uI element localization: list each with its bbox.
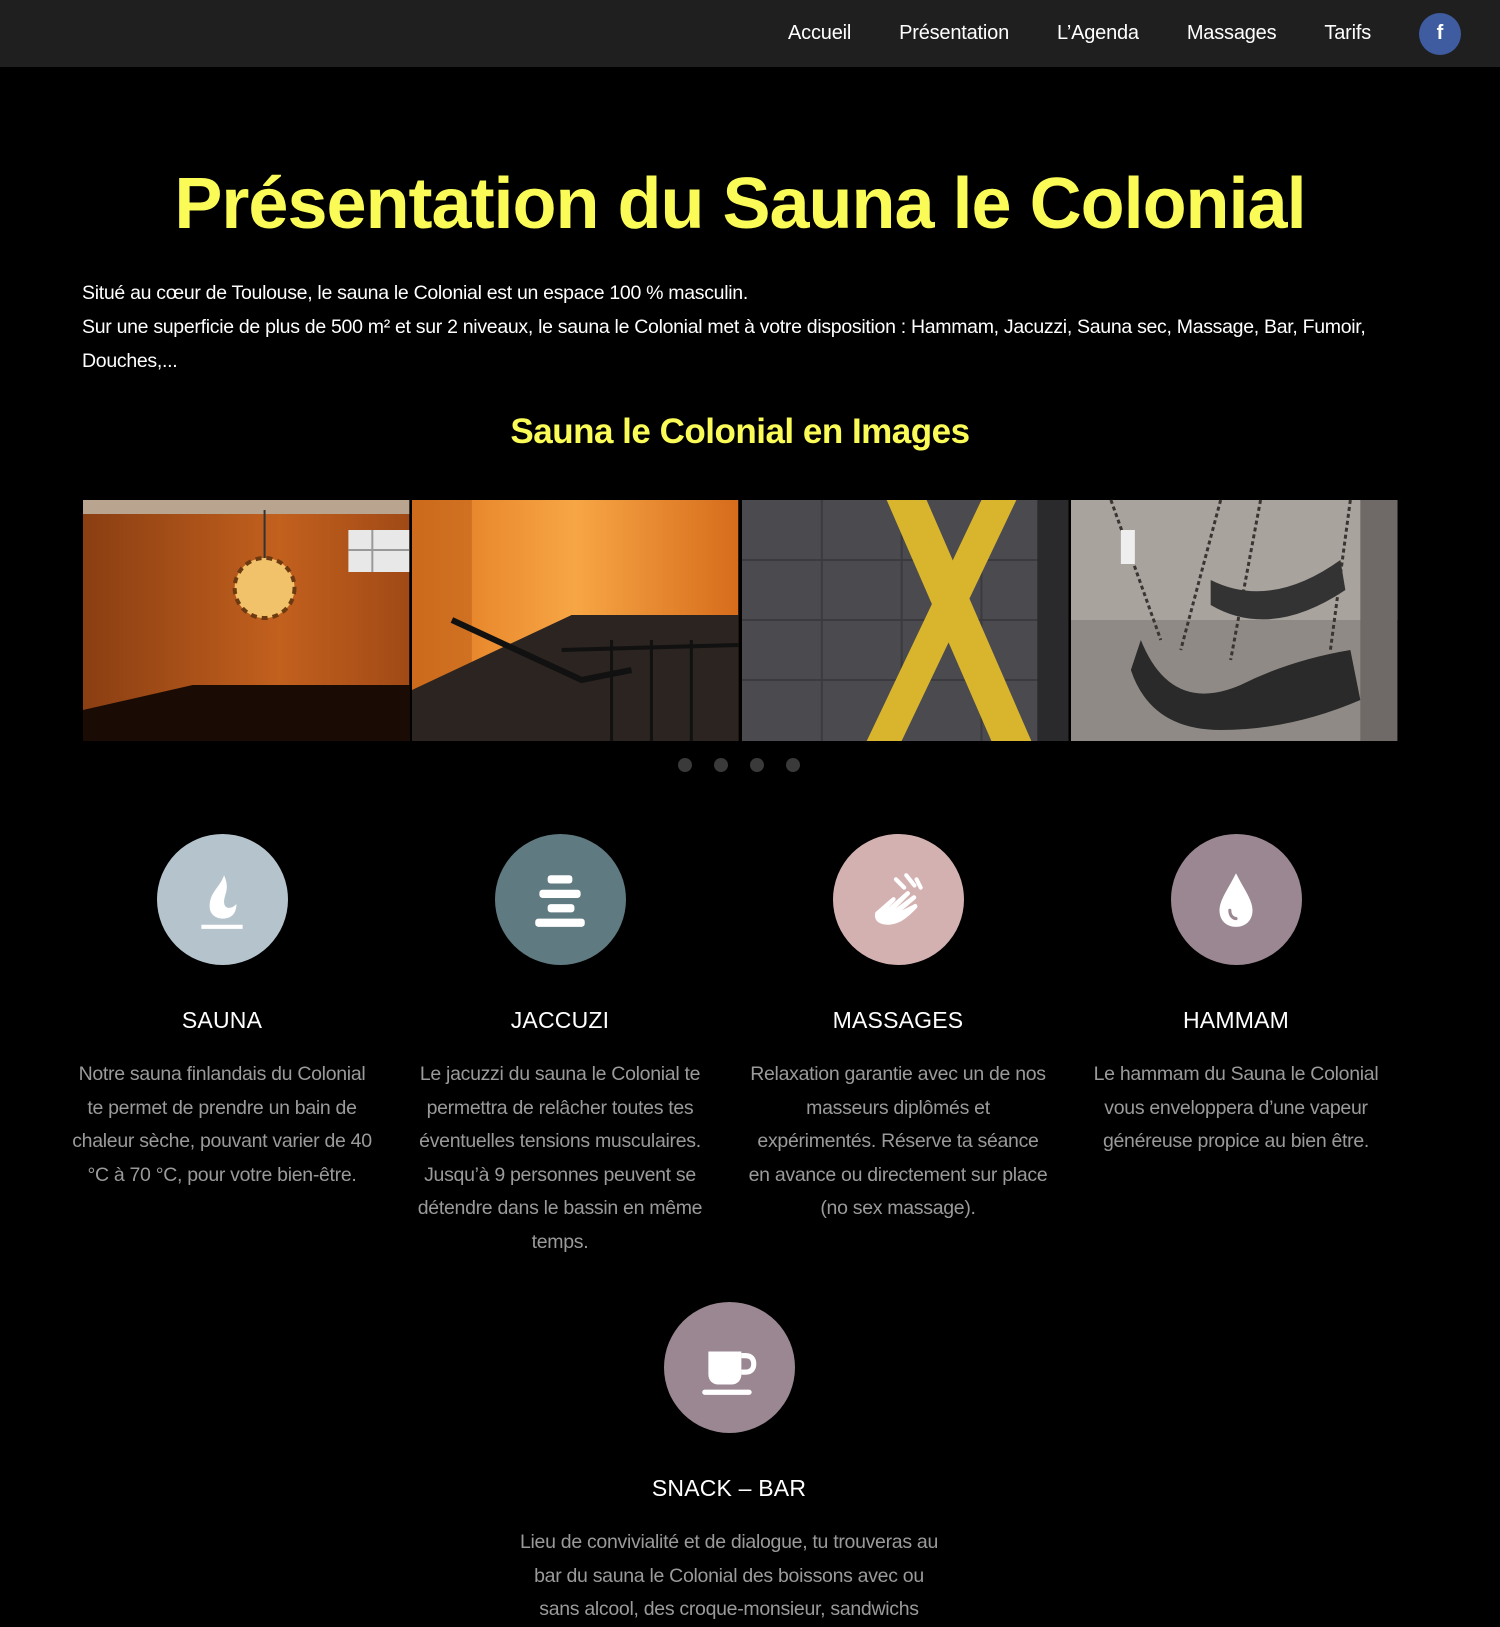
carousel-dot-4[interactable] xyxy=(786,758,800,772)
hands-icon xyxy=(833,834,964,965)
gallery-photo-cross-wall[interactable] xyxy=(742,500,1068,741)
nav-item-accueil[interactable]: Accueil xyxy=(788,22,852,44)
carousel-pagination xyxy=(678,758,800,772)
intro-line-2: Sur une superficie de plus de 500 m² et sur 2 niveaux, le sauna le Colonial met à votre disposition : Hammam, Jacuzzi, Sauna sec, Massage, Bar, Fumoir, Douches,... xyxy=(82,316,1366,372)
feature-title-sauna: SAUNA xyxy=(181,1007,263,1033)
nav-item-massages[interactable]: Massages xyxy=(1186,22,1277,44)
gallery-title: Sauna le Colonial en Images xyxy=(510,412,970,451)
feature-text-sauna: Notre sauna finlandais du Colonial te permet de prendre un bain de chaleur sèche, pouvant varier de 40 °C à 70 °C, pour votre bien-être. xyxy=(72,1063,372,1186)
feature-title-hammam: HAMMAM xyxy=(1183,1007,1289,1033)
intro-text xyxy=(82,276,1412,378)
gallery-photo-sauna-room[interactable] xyxy=(83,500,409,741)
feature-snack-bar xyxy=(519,1302,939,1627)
feature-title-snack-bar: SNACK – BAR xyxy=(651,1475,807,1501)
coffee-cup-icon xyxy=(664,1302,795,1433)
feature-sauna xyxy=(72,834,372,1192)
fire-icon xyxy=(157,834,288,965)
feature-text-massages: Relaxation garantie avec un de nos masseurs diplômés et expérimentés. Réserve ta séance en avance ou directement sur place (no sex massage). xyxy=(748,1063,1048,1219)
feature-text-jacuzzi: Le jacuzzi du sauna le Colonial te permettra de relâcher toutes tes éventuelles tensions musculaires. Jusqu’à 9 personnes peuvent se détendre dans le bassin en même temps. xyxy=(417,1063,703,1253)
top-navigation-bar xyxy=(0,0,1500,67)
nav-item-presentation[interactable]: Présentation xyxy=(899,22,1010,44)
feature-title-massages: MASSAGES xyxy=(832,1007,964,1033)
carousel-dot-2[interactable] xyxy=(714,758,728,772)
nav-item-agenda[interactable]: L’Agenda xyxy=(1057,22,1139,44)
image-carousel[interactable] xyxy=(83,500,1397,741)
facebook-icon[interactable]: f xyxy=(1419,13,1461,55)
water-drop-icon xyxy=(1171,834,1302,965)
feature-massages xyxy=(748,834,1048,1226)
intro-line-1: Situé au cœur de Toulouse, le sauna le Colonial est un espace 100 % masculin. xyxy=(82,282,748,304)
feature-text-snack-bar: Lieu de convivialité et de dialogue, tu trouveras au bar du sauna le Colonial des boissons avec ou sans alcool, des croque-monsieur, sandwichs xyxy=(519,1531,939,1620)
nav-item-tarifs[interactable]: Tarifs xyxy=(1324,22,1371,44)
gallery-photo-staircase[interactable] xyxy=(412,500,738,741)
feature-title-jacuzzi: JACCUZI xyxy=(510,1007,610,1033)
feature-text-hammam: Le hammam du Sauna le Colonial vous enveloppera d’une vapeur généreuse propice au bien être. xyxy=(1093,1063,1379,1152)
gallery-photo-sling-room[interactable] xyxy=(1071,500,1397,741)
page-title: Présentation du Sauna le Colonial xyxy=(174,164,1306,244)
feature-hammam xyxy=(1086,834,1386,1159)
carousel-dot-1[interactable] xyxy=(678,758,692,772)
spa-stones-icon xyxy=(495,834,626,965)
carousel-dot-3[interactable] xyxy=(750,758,764,772)
main-nav xyxy=(788,0,1500,67)
feature-jacuzzi xyxy=(410,834,710,1259)
